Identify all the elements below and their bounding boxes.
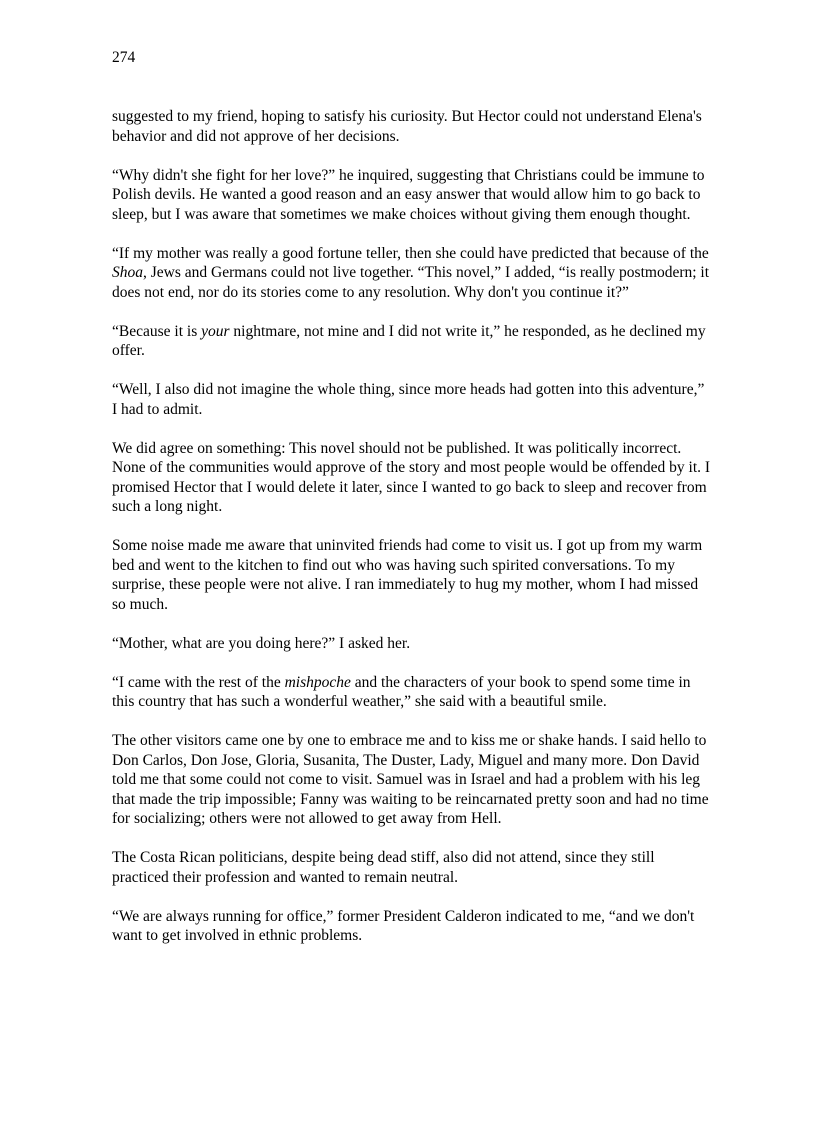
body-text bbox=[112, 107, 712, 946]
paragraph bbox=[112, 322, 712, 361]
text-segment: “If my mother was really a good fortune teller, then she could have predicted that because of the bbox=[112, 244, 709, 262]
page-number: 274 bbox=[112, 49, 136, 66]
text-segment: The Costa Rican politicians, despite being dead stiff, also did not attend, since they still practiced their profession and wanted to remain neutral. bbox=[112, 849, 655, 886]
paragraph bbox=[112, 244, 712, 303]
text-segment: suggested to my friend, hoping to satisfy his curiosity. But Hector could not understand Elena's behavior and did not approve of her decisions. bbox=[112, 108, 702, 145]
paragraph bbox=[112, 731, 712, 829]
paragraph bbox=[112, 107, 712, 146]
paragraph bbox=[112, 673, 712, 712]
text-segment: “Well, I also did not imagine the whole thing, since more heads had gotten into this adventure,” I had to admit. bbox=[112, 381, 705, 418]
text-segment: and the characters of your book to spend some time in this country that has such a wonderful weather,” she said with a beautiful smile. bbox=[112, 673, 691, 710]
text-segment: The other visitors came one by one to embrace me and to kiss me or shake hands. I said hello to Don Carlos, Don Jose, Gloria, Susanita, The Duster, Lady, Miguel and many more. Don David told me that some could not come to visit. Samuel was in Israel and had a problem with his leg that made the trip impossible; Fanny was waiting to be reincarnated pretty soon and had no time for socializing; others were not allowed to get away from Hell. bbox=[112, 732, 709, 827]
text-segment: Some noise made me aware that uninvited friends had come to visit us. I got up from my warm bed and went to the kitchen to find out who was having such spirited conversations. To my surprise, these people were not alive. I ran immediately to hug my mother, whom I had missed so much. bbox=[112, 537, 703, 613]
text-segment: , Jews and Germans could not live together. “This novel,” I added, “is really postmodern; it does not end, nor do its stories come to any resolution. Why don't you continue it?” bbox=[112, 264, 710, 301]
italic-text: mishpoche bbox=[284, 673, 351, 691]
text-segment: “I came with the rest of the bbox=[112, 673, 285, 691]
italic-text: your bbox=[201, 322, 230, 340]
text-segment: “We are always running for office,” former President Calderon indicated to me, “and we don't want to get involved in ethnic problems. bbox=[112, 907, 695, 944]
paragraph bbox=[112, 848, 712, 887]
text-segment: nightmare, not mine and I did not write it,” he responded, as he declined my offer. bbox=[112, 322, 706, 359]
paragraph bbox=[112, 380, 712, 419]
text-segment: “Because it is bbox=[112, 322, 202, 340]
italic-text: Shoa bbox=[112, 264, 143, 281]
text-segment: We did agree on something: This novel should not be published. It was politically incorrect. None of the communities would approve of the story and most people would be offended by it. I promised Hector that I would delete it later, since I wanted to go back to sleep and recover from such a long night. bbox=[112, 439, 711, 515]
paragraph bbox=[112, 439, 712, 517]
text-segment: “Why didn't she fight for her love?” he inquired, suggesting that Christians could be immune to Polish devils. He wanted a good reason and an easy answer that would allow him to go back to sleep, but I was aware that sometimes we make choices without giving them enough thought. bbox=[112, 166, 705, 223]
paragraph bbox=[112, 907, 712, 946]
paragraph bbox=[112, 166, 712, 225]
paragraph bbox=[112, 536, 712, 614]
paragraph bbox=[112, 634, 712, 654]
text-segment: “Mother, what are you doing here?” I asked her. bbox=[112, 634, 411, 652]
